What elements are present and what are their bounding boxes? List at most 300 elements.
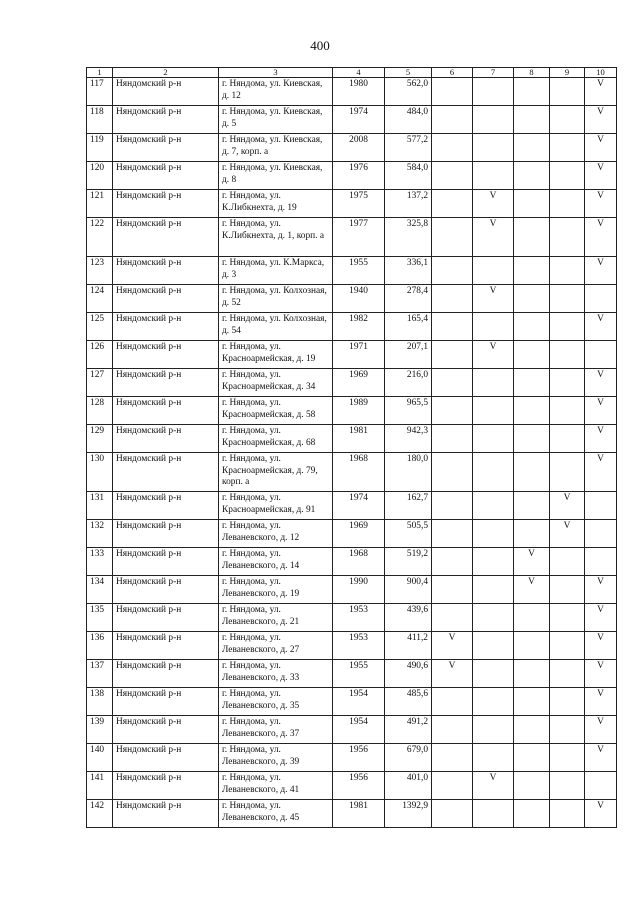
mark-cell-9: [550, 285, 585, 313]
mark-cell-8: [514, 632, 550, 660]
table-row: [87, 425, 617, 453]
district-cell: Няндомский р-н: [113, 716, 219, 744]
mark-cell-7: [473, 134, 514, 162]
area-cell: 180,0: [385, 453, 432, 492]
mark-cell-10: [585, 548, 617, 576]
year-cell: 1956: [333, 772, 385, 800]
mark-cell-10: V: [585, 604, 617, 632]
district-cell: Няндомский р-н: [113, 313, 219, 341]
row-number-cell: 130: [87, 453, 113, 492]
year-cell: 1974: [333, 492, 385, 520]
table-row: [87, 162, 617, 190]
table-row: [87, 341, 617, 369]
column-header: 10: [585, 68, 617, 78]
mark-cell-9: [550, 134, 585, 162]
district-cell: Няндомский р-н: [113, 453, 219, 492]
table-row: [87, 134, 617, 162]
mark-cell-9: [550, 257, 585, 285]
area-cell: 162,7: [385, 492, 432, 520]
year-cell: 1981: [333, 800, 385, 828]
address-cell: г. Няндома, ул. Красноармейская, д. 79, корп. а: [219, 453, 333, 492]
year-cell: 1940: [333, 285, 385, 313]
mark-cell-9: [550, 106, 585, 134]
column-number-row: [87, 68, 617, 78]
table-row: [87, 660, 617, 688]
address-cell: г. Няндома, ул. Красноармейская, д. 68: [219, 425, 333, 453]
district-cell: Няндомский р-н: [113, 369, 219, 397]
table-row: [87, 397, 617, 425]
district-cell: Няндомский р-н: [113, 632, 219, 660]
address-cell: г. Няндома, ул. К.Маркса, д. 3: [219, 257, 333, 285]
mark-cell-10: [585, 492, 617, 520]
district-cell: Няндомский р-н: [113, 744, 219, 772]
column-header: 2: [113, 68, 219, 78]
table-row: [87, 716, 617, 744]
year-cell: 1989: [333, 397, 385, 425]
year-cell: 1955: [333, 660, 385, 688]
mark-cell-10: V: [585, 800, 617, 828]
address-cell: г. Няндома, ул. Киевская, д. 8: [219, 162, 333, 190]
mark-cell-8: [514, 285, 550, 313]
mark-cell-6: [432, 800, 473, 828]
mark-cell-8: [514, 190, 550, 218]
district-cell: Няндомский р-н: [113, 576, 219, 604]
mark-cell-8: [514, 744, 550, 772]
address-cell: г. Няндома, ул. Леваневского, д. 12: [219, 520, 333, 548]
table-row: [87, 492, 617, 520]
mark-cell-7: V: [473, 190, 514, 218]
mark-cell-10: [585, 341, 617, 369]
mark-cell-7: V: [473, 218, 514, 257]
mark-cell-10: V: [585, 660, 617, 688]
address-cell: г. Няндома, ул. Киевская, д. 7, корп. а: [219, 134, 333, 162]
year-cell: 1969: [333, 369, 385, 397]
row-number-cell: 129: [87, 425, 113, 453]
mark-cell-10: V: [585, 632, 617, 660]
district-cell: Няндомский р-н: [113, 190, 219, 218]
mark-cell-8: V: [514, 576, 550, 604]
mark-cell-6: [432, 397, 473, 425]
area-cell: 401,0: [385, 772, 432, 800]
mark-cell-9: [550, 660, 585, 688]
mark-cell-7: [473, 632, 514, 660]
row-number-cell: 135: [87, 604, 113, 632]
mark-cell-10: V: [585, 744, 617, 772]
address-cell: г. Няндома, ул. Леваневского, д. 21: [219, 604, 333, 632]
year-cell: 1974: [333, 106, 385, 134]
mark-cell-9: [550, 162, 585, 190]
row-number-cell: 118: [87, 106, 113, 134]
mark-cell-10: V: [585, 106, 617, 134]
mark-cell-7: [473, 369, 514, 397]
mark-cell-8: [514, 425, 550, 453]
mark-cell-8: [514, 688, 550, 716]
district-cell: Няндомский р-н: [113, 106, 219, 134]
mark-cell-10: V: [585, 425, 617, 453]
mark-cell-7: [473, 453, 514, 492]
mark-cell-9: [550, 632, 585, 660]
row-number-cell: 139: [87, 716, 113, 744]
area-cell: 216,0: [385, 369, 432, 397]
mark-cell-8: [514, 134, 550, 162]
mark-cell-8: [514, 313, 550, 341]
mark-cell-7: [473, 548, 514, 576]
mark-cell-7: V: [473, 341, 514, 369]
table-row: [87, 604, 617, 632]
table-row: [87, 218, 617, 257]
mark-cell-10: V: [585, 453, 617, 492]
mark-cell-6: [432, 744, 473, 772]
mark-cell-6: [432, 772, 473, 800]
mark-cell-6: V: [432, 632, 473, 660]
table-row: [87, 744, 617, 772]
row-number-cell: 126: [87, 341, 113, 369]
mark-cell-9: [550, 576, 585, 604]
district-cell: Няндомский р-н: [113, 341, 219, 369]
mark-cell-7: [473, 576, 514, 604]
year-cell: 1953: [333, 604, 385, 632]
year-cell: 1975: [333, 190, 385, 218]
mark-cell-10: [585, 520, 617, 548]
mark-cell-8: [514, 660, 550, 688]
mark-cell-7: V: [473, 285, 514, 313]
row-number-cell: 140: [87, 744, 113, 772]
mark-cell-6: [432, 218, 473, 257]
area-cell: 336,1: [385, 257, 432, 285]
area-cell: 485,6: [385, 688, 432, 716]
mark-cell-9: [550, 744, 585, 772]
mark-cell-9: V: [550, 520, 585, 548]
mark-cell-7: [473, 397, 514, 425]
district-cell: Няндомский р-н: [113, 134, 219, 162]
district-cell: Няндомский р-н: [113, 800, 219, 828]
row-number-cell: 125: [87, 313, 113, 341]
row-number-cell: 138: [87, 688, 113, 716]
row-number-cell: 132: [87, 520, 113, 548]
mark-cell-10: V: [585, 257, 617, 285]
mark-cell-10: V: [585, 716, 617, 744]
row-number-cell: 123: [87, 257, 113, 285]
mark-cell-10: V: [585, 190, 617, 218]
mark-cell-8: [514, 492, 550, 520]
mark-cell-9: V: [550, 492, 585, 520]
district-cell: Няндомский р-н: [113, 548, 219, 576]
address-cell: г. Няндома, ул. Леваневского, д. 14: [219, 548, 333, 576]
mark-cell-7: [473, 520, 514, 548]
column-header: 9: [550, 68, 585, 78]
year-cell: 1955: [333, 257, 385, 285]
address-cell: г. Няндома, ул. Красноармейская, д. 34: [219, 369, 333, 397]
mark-cell-10: V: [585, 218, 617, 257]
row-number-cell: 124: [87, 285, 113, 313]
year-cell: 1971: [333, 341, 385, 369]
mark-cell-9: [550, 453, 585, 492]
table-row: [87, 688, 617, 716]
page-number: 400: [310, 38, 330, 53]
mark-cell-7: [473, 604, 514, 632]
mark-cell-6: [432, 285, 473, 313]
column-header: 8: [514, 68, 550, 78]
table-row: [87, 190, 617, 218]
area-cell: 900,4: [385, 576, 432, 604]
table-row: [87, 285, 617, 313]
mark-cell-7: [473, 660, 514, 688]
address-cell: г. Няндома, ул. Леваневского, д. 37: [219, 716, 333, 744]
mark-cell-6: [432, 162, 473, 190]
year-cell: 1982: [333, 313, 385, 341]
table-row: [87, 78, 617, 106]
address-cell: г. Няндома, ул. Леваневского, д. 19: [219, 576, 333, 604]
mark-cell-6: [432, 425, 473, 453]
row-number-cell: 119: [87, 134, 113, 162]
mark-cell-6: [432, 190, 473, 218]
area-cell: 584,0: [385, 162, 432, 190]
area-cell: 491,2: [385, 716, 432, 744]
mark-cell-8: [514, 604, 550, 632]
mark-cell-7: [473, 744, 514, 772]
district-cell: Няндомский р-н: [113, 520, 219, 548]
mark-cell-8: [514, 218, 550, 257]
mark-cell-6: [432, 341, 473, 369]
table-row: [87, 313, 617, 341]
mark-cell-9: [550, 313, 585, 341]
mark-cell-6: [432, 520, 473, 548]
mark-cell-9: [550, 604, 585, 632]
mark-cell-7: [473, 492, 514, 520]
mark-cell-6: [432, 604, 473, 632]
year-cell: 1980: [333, 78, 385, 106]
year-cell: 1990: [333, 576, 385, 604]
area-cell: 439,6: [385, 604, 432, 632]
mark-cell-9: [550, 425, 585, 453]
column-header: 7: [473, 68, 514, 78]
mark-cell-9: [550, 772, 585, 800]
address-cell: г. Няндома, ул. Леваневского, д. 27: [219, 632, 333, 660]
row-number-cell: 142: [87, 800, 113, 828]
district-cell: Няндомский р-н: [113, 425, 219, 453]
area-cell: 577,2: [385, 134, 432, 162]
mark-cell-7: [473, 106, 514, 134]
mark-cell-6: [432, 716, 473, 744]
mark-cell-8: [514, 397, 550, 425]
area-cell: 1392,9: [385, 800, 432, 828]
column-header: 3: [219, 68, 333, 78]
mark-cell-6: [432, 369, 473, 397]
row-number-cell: 141: [87, 772, 113, 800]
address-cell: г. Няндома, ул. Леваневского, д. 35: [219, 688, 333, 716]
district-cell: Няндомский р-н: [113, 772, 219, 800]
table-row: [87, 576, 617, 604]
mark-cell-9: [550, 369, 585, 397]
row-number-cell: 131: [87, 492, 113, 520]
mark-cell-10: V: [585, 369, 617, 397]
row-number-cell: 136: [87, 632, 113, 660]
year-cell: 1954: [333, 688, 385, 716]
mark-cell-8: [514, 106, 550, 134]
area-cell: 165,4: [385, 313, 432, 341]
row-number-cell: 120: [87, 162, 113, 190]
address-cell: г. Няндома, ул. Красноармейская, д. 58: [219, 397, 333, 425]
district-cell: Няндомский р-н: [113, 604, 219, 632]
area-cell: 278,4: [385, 285, 432, 313]
year-cell: 2008: [333, 134, 385, 162]
district-cell: Няндомский р-н: [113, 218, 219, 257]
district-cell: Няндомский р-н: [113, 688, 219, 716]
table-row: [87, 106, 617, 134]
district-cell: Няндомский р-н: [113, 78, 219, 106]
district-cell: Няндомский р-н: [113, 492, 219, 520]
mark-cell-8: [514, 772, 550, 800]
mark-cell-8: V: [514, 548, 550, 576]
area-cell: 411,2: [385, 632, 432, 660]
mark-cell-6: [432, 106, 473, 134]
row-number-cell: 127: [87, 369, 113, 397]
mark-cell-8: [514, 716, 550, 744]
mark-cell-10: V: [585, 397, 617, 425]
district-cell: Няндомский р-н: [113, 285, 219, 313]
mark-cell-10: V: [585, 78, 617, 106]
area-cell: 679,0: [385, 744, 432, 772]
address-cell: г. Няндома, ул. Леваневского, д. 41: [219, 772, 333, 800]
mark-cell-10: [585, 285, 617, 313]
mark-cell-7: [473, 425, 514, 453]
year-cell: 1953: [333, 632, 385, 660]
table-row: [87, 772, 617, 800]
mark-cell-10: V: [585, 576, 617, 604]
table-row: [87, 548, 617, 576]
mark-cell-6: [432, 257, 473, 285]
row-number-cell: 134: [87, 576, 113, 604]
year-cell: 1969: [333, 520, 385, 548]
district-cell: Няндомский р-н: [113, 660, 219, 688]
mark-cell-8: [514, 162, 550, 190]
mark-cell-8: [514, 78, 550, 106]
mark-cell-9: [550, 397, 585, 425]
mark-cell-10: V: [585, 134, 617, 162]
mark-cell-7: [473, 800, 514, 828]
column-header: 4: [333, 68, 385, 78]
mark-cell-6: [432, 576, 473, 604]
mark-cell-6: [432, 548, 473, 576]
district-cell: Няндомский р-н: [113, 257, 219, 285]
mark-cell-6: [432, 688, 473, 716]
area-cell: 519,2: [385, 548, 432, 576]
area-cell: 207,1: [385, 341, 432, 369]
table-row: [87, 800, 617, 828]
housing-registry-table: [86, 67, 617, 828]
year-cell: 1977: [333, 218, 385, 257]
mark-cell-10: V: [585, 313, 617, 341]
mark-cell-7: [473, 716, 514, 744]
row-number-cell: 122: [87, 218, 113, 257]
row-number-cell: 137: [87, 660, 113, 688]
mark-cell-8: [514, 341, 550, 369]
mark-cell-8: [514, 453, 550, 492]
mark-cell-10: V: [585, 162, 617, 190]
address-cell: г. Няндома, ул. Колхозная, д. 52: [219, 285, 333, 313]
table-row: [87, 453, 617, 492]
mark-cell-9: [550, 218, 585, 257]
address-cell: г. Няндома, ул. К.Либкнехта, д. 1, корп. а: [219, 218, 333, 257]
area-cell: 137,2: [385, 190, 432, 218]
area-cell: 490,6: [385, 660, 432, 688]
row-number-cell: 117: [87, 78, 113, 106]
mark-cell-6: V: [432, 660, 473, 688]
district-cell: Няндомский р-н: [113, 397, 219, 425]
address-cell: г. Няндома, ул. Красноармейская, д. 91: [219, 492, 333, 520]
mark-cell-9: [550, 800, 585, 828]
mark-cell-8: [514, 369, 550, 397]
address-cell: г. Няндома, ул. Леваневского, д. 33: [219, 660, 333, 688]
mark-cell-9: [550, 78, 585, 106]
mark-cell-6: [432, 134, 473, 162]
table-row: [87, 520, 617, 548]
area-cell: 505,5: [385, 520, 432, 548]
year-cell: 1968: [333, 453, 385, 492]
address-cell: г. Няндома, ул. Колхозная, д. 54: [219, 313, 333, 341]
row-number-cell: 133: [87, 548, 113, 576]
row-number-cell: 128: [87, 397, 113, 425]
mark-cell-7: V: [473, 772, 514, 800]
area-cell: 562,0: [385, 78, 432, 106]
mark-cell-8: [514, 257, 550, 285]
address-cell: г. Няндома, ул. К.Либкнехта, д. 19: [219, 190, 333, 218]
mark-cell-9: [550, 688, 585, 716]
area-cell: 942,3: [385, 425, 432, 453]
year-cell: 1956: [333, 744, 385, 772]
mark-cell-9: [550, 548, 585, 576]
address-cell: г. Няндома, ул. Красноармейская, д. 19: [219, 341, 333, 369]
address-cell: г. Няндома, ул. Леваневского, д. 45: [219, 800, 333, 828]
mark-cell-7: [473, 313, 514, 341]
mark-cell-6: [432, 313, 473, 341]
year-cell: 1968: [333, 548, 385, 576]
column-header: 1: [87, 68, 113, 78]
column-header: 6: [432, 68, 473, 78]
year-cell: 1981: [333, 425, 385, 453]
area-cell: 965,5: [385, 397, 432, 425]
table-row: [87, 632, 617, 660]
mark-cell-9: [550, 190, 585, 218]
mark-cell-7: [473, 162, 514, 190]
mark-cell-7: [473, 78, 514, 106]
mark-cell-7: [473, 688, 514, 716]
mark-cell-8: [514, 520, 550, 548]
area-cell: 325,8: [385, 218, 432, 257]
table-row: [87, 257, 617, 285]
mark-cell-9: [550, 716, 585, 744]
column-header: 5: [385, 68, 432, 78]
row-number-cell: 121: [87, 190, 113, 218]
table-row: [87, 369, 617, 397]
address-cell: г. Няндома, ул. Леваневского, д. 39: [219, 744, 333, 772]
mark-cell-10: V: [585, 688, 617, 716]
area-cell: 484,0: [385, 106, 432, 134]
mark-cell-6: [432, 453, 473, 492]
district-cell: Няндомский р-н: [113, 162, 219, 190]
mark-cell-10: [585, 772, 617, 800]
mark-cell-6: [432, 78, 473, 106]
mark-cell-6: [432, 492, 473, 520]
mark-cell-8: [514, 800, 550, 828]
year-cell: 1976: [333, 162, 385, 190]
mark-cell-9: [550, 341, 585, 369]
table-body: [87, 78, 617, 828]
address-cell: г. Няндома, ул. Киевская, д. 12: [219, 78, 333, 106]
address-cell: г. Няндома, ул. Киевская, д. 5: [219, 106, 333, 134]
mark-cell-7: [473, 257, 514, 285]
year-cell: 1954: [333, 716, 385, 744]
